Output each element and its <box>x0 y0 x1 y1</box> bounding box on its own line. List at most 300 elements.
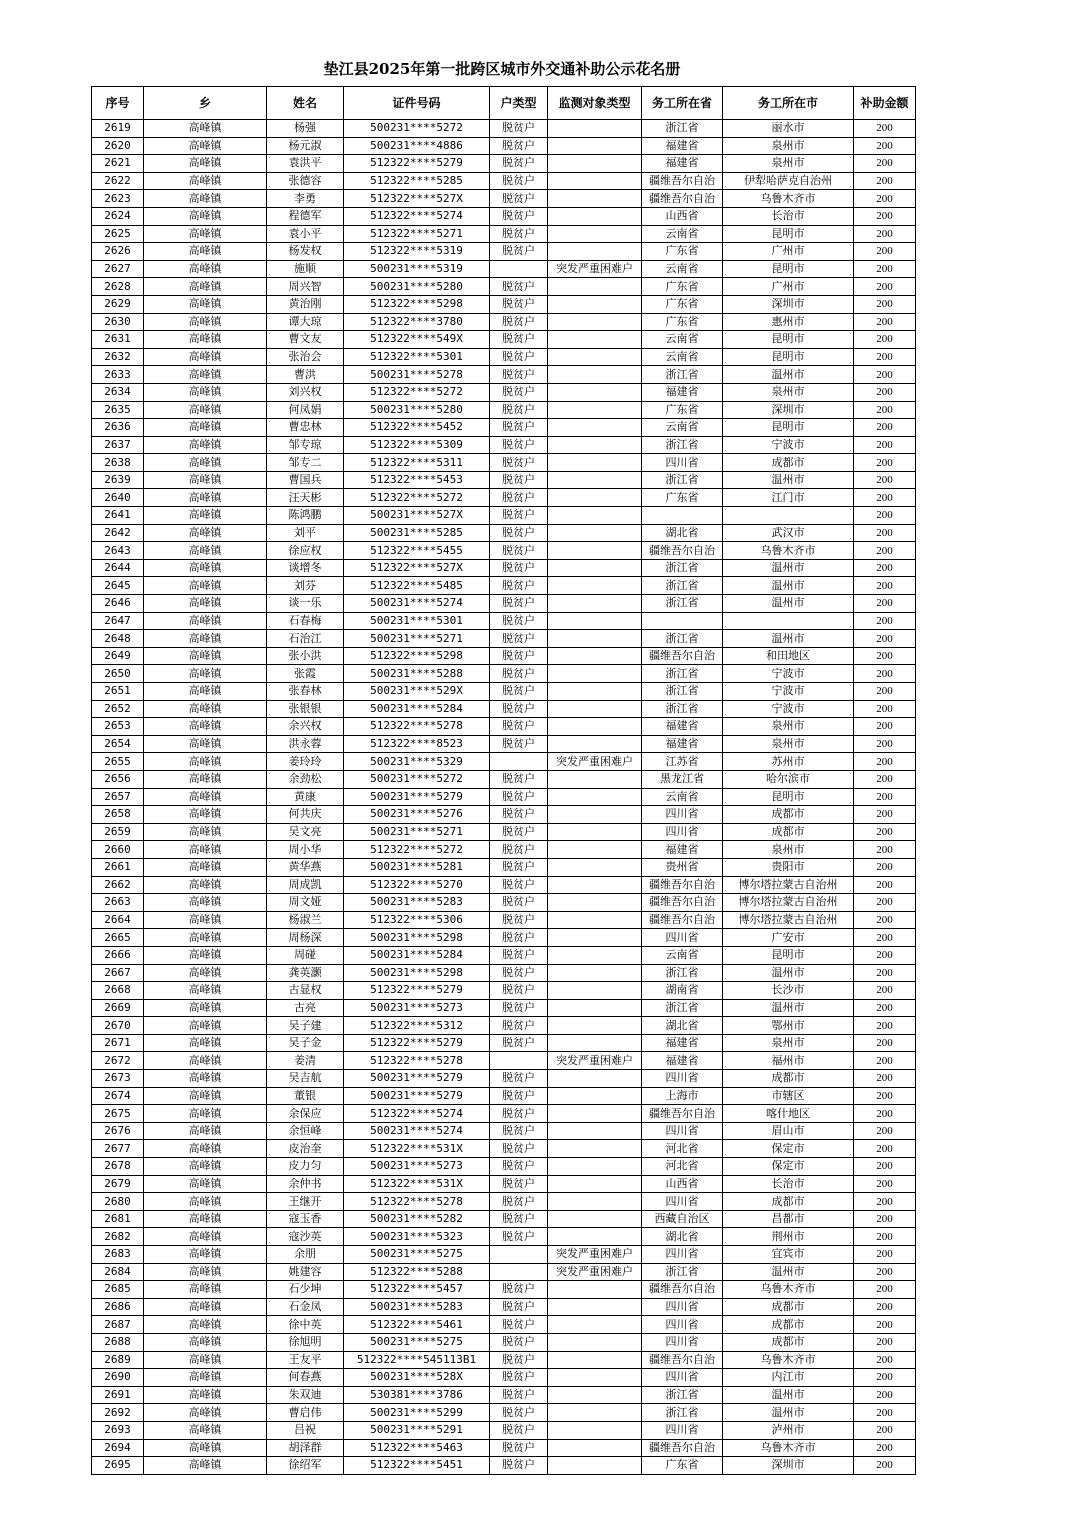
table-row <box>92 1439 916 1457</box>
cell-monitor <box>548 858 642 876</box>
cell-monitor <box>548 454 642 472</box>
cell-id: 500231****5272 <box>344 120 490 138</box>
cell-province: 浙江省 <box>642 471 723 489</box>
cell-province: 四川省 <box>642 806 723 824</box>
cell-type: 脱贫户 <box>490 507 548 525</box>
cell-monitor <box>548 225 642 243</box>
cell-type: 脱贫户 <box>490 1228 548 1246</box>
cell-amount: 200 <box>854 683 916 701</box>
cell-amount: 200 <box>854 542 916 560</box>
cell-type <box>490 753 548 771</box>
cell-name: 何共庆 <box>267 806 344 824</box>
cell-id: 500231****5291 <box>344 1421 490 1439</box>
cell-amount: 200 <box>854 647 916 665</box>
table-row <box>92 507 916 525</box>
cell-no: 2634 <box>92 383 144 401</box>
cell-id: 500231****5301 <box>344 612 490 630</box>
cell-monitor <box>548 1316 642 1334</box>
cell-town: 高峰镇 <box>144 454 267 472</box>
cell-amount: 200 <box>854 1404 916 1422</box>
cell-no: 2665 <box>92 929 144 947</box>
cell-amount: 200 <box>854 1034 916 1052</box>
cell-type: 脱贫户 <box>490 524 548 542</box>
cell-type: 脱贫户 <box>490 1333 548 1351</box>
cell-no: 2660 <box>92 841 144 859</box>
table-row <box>92 753 916 771</box>
cell-name: 古显权 <box>267 982 344 1000</box>
cell-name: 石少坤 <box>267 1281 344 1299</box>
table-row <box>92 559 916 577</box>
cell-town: 高峰镇 <box>144 858 267 876</box>
cell-type: 脱贫户 <box>490 788 548 806</box>
cell-id: 500231****5278 <box>344 366 490 384</box>
table-row <box>92 331 916 349</box>
cell-name: 吴吉航 <box>267 1070 344 1088</box>
cell-monitor <box>548 1281 642 1299</box>
cell-town: 高峰镇 <box>144 612 267 630</box>
cell-province: 湖北省 <box>642 1228 723 1246</box>
cell-name: 杨强 <box>267 120 344 138</box>
cell-town: 高峰镇 <box>144 542 267 560</box>
cell-province: 浙江省 <box>642 700 723 718</box>
table-row <box>92 1351 916 1369</box>
cell-amount: 200 <box>854 383 916 401</box>
cell-no: 2674 <box>92 1087 144 1105</box>
cell-amount: 200 <box>854 1052 916 1070</box>
cell-province: 四川省 <box>642 1122 723 1140</box>
cell-monitor <box>548 1175 642 1193</box>
table-row <box>92 295 916 313</box>
cell-name: 张德容 <box>267 172 344 190</box>
cell-name: 刘平 <box>267 524 344 542</box>
cell-name: 刘兴权 <box>267 383 344 401</box>
cell-city: 眉山市 <box>723 1122 854 1140</box>
cell-amount: 200 <box>854 260 916 278</box>
cell-town: 高峰镇 <box>144 647 267 665</box>
cell-name: 谈一乐 <box>267 595 344 613</box>
cell-no: 2656 <box>92 770 144 788</box>
table-row <box>92 823 916 841</box>
cell-type: 脱贫户 <box>490 929 548 947</box>
cell-town: 高峰镇 <box>144 753 267 771</box>
table-row <box>92 1122 916 1140</box>
cell-amount: 200 <box>854 489 916 507</box>
cell-id: 500231****5299 <box>344 1404 490 1422</box>
cell-type: 脱贫户 <box>490 1351 548 1369</box>
cell-id: 512322****5455 <box>344 542 490 560</box>
cell-id: 512322****5461 <box>344 1316 490 1334</box>
table-row <box>92 1369 916 1387</box>
cell-no: 2692 <box>92 1404 144 1422</box>
header-monitor: 监测对象类型 <box>548 87 642 120</box>
cell-monitor <box>548 1351 642 1369</box>
cell-no: 2671 <box>92 1034 144 1052</box>
cell-amount: 200 <box>854 278 916 296</box>
cell-town: 高峰镇 <box>144 260 267 278</box>
cell-id: 500231****5284 <box>344 700 490 718</box>
cell-monitor <box>548 876 642 894</box>
cell-monitor <box>548 700 642 718</box>
cell-province: 湖北省 <box>642 524 723 542</box>
cell-name: 姜清 <box>267 1052 344 1070</box>
cell-monitor <box>548 1404 642 1422</box>
cell-amount: 200 <box>854 770 916 788</box>
cell-id: 500231****5273 <box>344 999 490 1017</box>
cell-id: 512322****5319 <box>344 243 490 261</box>
cell-province: 福建省 <box>642 137 723 155</box>
cell-id: 500231****5319 <box>344 260 490 278</box>
cell-name: 姚建容 <box>267 1263 344 1281</box>
cell-type: 脱贫户 <box>490 964 548 982</box>
cell-monitor <box>548 489 642 507</box>
cell-no: 2642 <box>92 524 144 542</box>
cell-name: 曹文友 <box>267 331 344 349</box>
cell-town: 高峰镇 <box>144 1210 267 1228</box>
cell-name: 李勇 <box>267 190 344 208</box>
cell-city: 温州市 <box>723 1263 854 1281</box>
cell-city: 博尔塔拉蒙古自治州 <box>723 894 854 912</box>
cell-no: 2662 <box>92 876 144 894</box>
cell-id: 512322****5301 <box>344 348 490 366</box>
cell-id: 512322****545113B1 <box>344 1351 490 1369</box>
table-row <box>92 858 916 876</box>
cell-city: 温州市 <box>723 595 854 613</box>
cell-monitor <box>548 718 642 736</box>
cell-id: 512322****5278 <box>344 1052 490 1070</box>
cell-monitor <box>548 929 642 947</box>
cell-id: 500231****5275 <box>344 1333 490 1351</box>
cell-type: 脱贫户 <box>490 331 548 349</box>
cell-city: 成都市 <box>723 806 854 824</box>
roster-table <box>91 86 916 1475</box>
cell-no: 2640 <box>92 489 144 507</box>
table-row <box>92 489 916 507</box>
cell-id: 500231****528X <box>344 1369 490 1387</box>
table-row <box>92 401 916 419</box>
cell-name: 袁小平 <box>267 225 344 243</box>
cell-monitor <box>548 1105 642 1123</box>
cell-province: 云南省 <box>642 348 723 366</box>
cell-monitor <box>548 1087 642 1105</box>
cell-id: 512322****5271 <box>344 225 490 243</box>
cell-amount: 200 <box>854 524 916 542</box>
cell-monitor <box>548 823 642 841</box>
cell-town: 高峰镇 <box>144 137 267 155</box>
cell-no: 2669 <box>92 999 144 1017</box>
cell-name: 徐应权 <box>267 542 344 560</box>
cell-monitor: 突发严重困难户 <box>548 1052 642 1070</box>
cell-town: 高峰镇 <box>144 190 267 208</box>
table-row <box>92 1263 916 1281</box>
cell-amount: 200 <box>854 630 916 648</box>
cell-name: 皮力匀 <box>267 1158 344 1176</box>
cell-amount: 200 <box>854 1210 916 1228</box>
cell-monitor: 突发严重困难户 <box>548 753 642 771</box>
cell-id: 512322****5274 <box>344 207 490 225</box>
cell-type: 脱贫户 <box>490 1193 548 1211</box>
cell-type: 脱贫户 <box>490 454 548 472</box>
cell-id: 500231****5271 <box>344 630 490 648</box>
cell-no: 2629 <box>92 295 144 313</box>
cell-town: 高峰镇 <box>144 577 267 595</box>
page-title: 垫江县2025年第一批跨区城市外交通补助公示花名册 <box>323 60 681 78</box>
cell-name: 余仲书 <box>267 1175 344 1193</box>
cell-no: 2695 <box>92 1457 144 1475</box>
cell-type: 脱贫户 <box>490 419 548 437</box>
cell-province: 四川省 <box>642 454 723 472</box>
cell-id: 500231****5323 <box>344 1228 490 1246</box>
cell-name: 周成凯 <box>267 876 344 894</box>
cell-town: 高峰镇 <box>144 630 267 648</box>
table-row <box>92 1421 916 1439</box>
cell-province: 云南省 <box>642 331 723 349</box>
cell-amount: 200 <box>854 999 916 1017</box>
cell-province: 浙江省 <box>642 665 723 683</box>
cell-type: 脱贫户 <box>490 982 548 1000</box>
cell-id: 500231****5275 <box>344 1246 490 1264</box>
cell-name: 何春燕 <box>267 1369 344 1387</box>
cell-amount: 200 <box>854 1298 916 1316</box>
cell-type: 脱贫户 <box>490 436 548 454</box>
cell-monitor <box>548 647 642 665</box>
cell-no: 2684 <box>92 1263 144 1281</box>
cell-id: 500231****5285 <box>344 524 490 542</box>
cell-no: 2644 <box>92 559 144 577</box>
cell-id: 530381****3786 <box>344 1386 490 1404</box>
cell-town: 高峰镇 <box>144 700 267 718</box>
cell-id: 512322****5306 <box>344 911 490 929</box>
cell-monitor <box>548 419 642 437</box>
cell-city: 温州市 <box>723 999 854 1017</box>
cell-no: 2622 <box>92 172 144 190</box>
cell-city: 成都市 <box>723 1070 854 1088</box>
table-row <box>92 1281 916 1299</box>
cell-name: 杨淑兰 <box>267 911 344 929</box>
cell-id: 500231****5281 <box>344 858 490 876</box>
cell-province: 四川省 <box>642 1421 723 1439</box>
cell-monitor <box>548 1228 642 1246</box>
cell-id: 500231****5280 <box>344 278 490 296</box>
cell-town: 高峰镇 <box>144 1439 267 1457</box>
cell-monitor: 突发严重困难户 <box>548 1263 642 1281</box>
cell-type: 脱贫户 <box>490 577 548 595</box>
cell-amount: 200 <box>854 1421 916 1439</box>
cell-province <box>642 507 723 525</box>
cell-name: 周小华 <box>267 841 344 859</box>
cell-town: 高峰镇 <box>144 1369 267 1387</box>
cell-city: 温州市 <box>723 366 854 384</box>
table-row <box>92 225 916 243</box>
cell-monitor <box>548 542 642 560</box>
cell-province: 福建省 <box>642 1034 723 1052</box>
cell-id: 512322****5278 <box>344 1193 490 1211</box>
cell-amount: 200 <box>854 207 916 225</box>
cell-province: 四川省 <box>642 1193 723 1211</box>
cell-amount: 200 <box>854 1386 916 1404</box>
cell-monitor <box>548 964 642 982</box>
cell-type: 脱贫户 <box>490 823 548 841</box>
cell-province: 四川省 <box>642 1070 723 1088</box>
cell-id: 500231****5284 <box>344 946 490 964</box>
cell-amount: 200 <box>854 982 916 1000</box>
cell-amount: 200 <box>854 1246 916 1264</box>
cell-city: 喀什地区 <box>723 1105 854 1123</box>
cell-monitor <box>548 366 642 384</box>
cell-city: 宁波市 <box>723 700 854 718</box>
cell-name: 曹洪 <box>267 366 344 384</box>
cell-id: 512322****5274 <box>344 1105 490 1123</box>
cell-town: 高峰镇 <box>144 366 267 384</box>
cell-name: 张治会 <box>267 348 344 366</box>
table-row <box>92 471 916 489</box>
table-row <box>92 1457 916 1475</box>
cell-name: 徐旭明 <box>267 1333 344 1351</box>
cell-monitor <box>548 190 642 208</box>
cell-type: 脱贫户 <box>490 700 548 718</box>
cell-id: 512322****531X <box>344 1175 490 1193</box>
cell-id: 500231****5273 <box>344 1158 490 1176</box>
cell-town: 高峰镇 <box>144 1070 267 1088</box>
cell-province: 疆维吾尔自治 <box>642 190 723 208</box>
table-row <box>92 665 916 683</box>
cell-name: 吕祝 <box>267 1421 344 1439</box>
cell-city: 惠州市 <box>723 313 854 331</box>
cell-type: 脱贫户 <box>490 190 548 208</box>
cell-amount: 200 <box>854 559 916 577</box>
cell-no: 2645 <box>92 577 144 595</box>
cell-city: 泉州市 <box>723 137 854 155</box>
cell-amount: 200 <box>854 1122 916 1140</box>
cell-town: 高峰镇 <box>144 1175 267 1193</box>
cell-province: 浙江省 <box>642 630 723 648</box>
cell-province: 福建省 <box>642 735 723 753</box>
cell-id: 500231****5329 <box>344 753 490 771</box>
cell-name: 洪永蓉 <box>267 735 344 753</box>
table-row <box>92 735 916 753</box>
cell-town: 高峰镇 <box>144 823 267 841</box>
cell-city: 昆明市 <box>723 225 854 243</box>
cell-city: 江门市 <box>723 489 854 507</box>
cell-id: 500231****5274 <box>344 1122 490 1140</box>
cell-name: 吴文亮 <box>267 823 344 841</box>
cell-no: 2657 <box>92 788 144 806</box>
cell-no: 2643 <box>92 542 144 560</box>
cell-id: 500231****5274 <box>344 595 490 613</box>
cell-city: 贵阳市 <box>723 858 854 876</box>
cell-id: 500231****5271 <box>344 823 490 841</box>
table-row <box>92 260 916 278</box>
cell-province: 浙江省 <box>642 1386 723 1404</box>
cell-province: 福建省 <box>642 383 723 401</box>
cell-name: 石春梅 <box>267 612 344 630</box>
table-row <box>92 436 916 454</box>
cell-town: 高峰镇 <box>144 946 267 964</box>
cell-type: 脱贫户 <box>490 1404 548 1422</box>
cell-province: 广东省 <box>642 401 723 419</box>
cell-province: 广东省 <box>642 313 723 331</box>
cell-province: 疆维吾尔自治 <box>642 911 723 929</box>
cell-province: 四川省 <box>642 823 723 841</box>
cell-name: 石治江 <box>267 630 344 648</box>
cell-city: 福州市 <box>723 1052 854 1070</box>
cell-type: 脱贫户 <box>490 1070 548 1088</box>
cell-id: 512322****527X <box>344 190 490 208</box>
cell-no: 2683 <box>92 1246 144 1264</box>
cell-town: 高峰镇 <box>144 1281 267 1299</box>
cell-monitor: 突发严重困难户 <box>548 1246 642 1264</box>
cell-town: 高峰镇 <box>144 1140 267 1158</box>
cell-town: 高峰镇 <box>144 683 267 701</box>
cell-type: 脱贫户 <box>490 1281 548 1299</box>
cell-amount: 200 <box>854 454 916 472</box>
cell-type: 脱贫户 <box>490 401 548 419</box>
cell-province: 浙江省 <box>642 120 723 138</box>
cell-town: 高峰镇 <box>144 295 267 313</box>
cell-town: 高峰镇 <box>144 383 267 401</box>
cell-province: 云南省 <box>642 225 723 243</box>
cell-city: 鄂州市 <box>723 1017 854 1035</box>
cell-no: 2658 <box>92 806 144 824</box>
cell-name: 王继开 <box>267 1193 344 1211</box>
table-row <box>92 155 916 173</box>
cell-no: 2688 <box>92 1333 144 1351</box>
cell-name: 周杨深 <box>267 929 344 947</box>
cell-type: 脱贫户 <box>490 806 548 824</box>
cell-town: 高峰镇 <box>144 172 267 190</box>
cell-amount: 200 <box>854 1193 916 1211</box>
cell-city: 乌鲁木齐市 <box>723 1351 854 1369</box>
cell-city: 苏州市 <box>723 753 854 771</box>
table-row <box>92 1017 916 1035</box>
cell-type: 脱贫户 <box>490 348 548 366</box>
cell-id: 512322****5463 <box>344 1439 490 1457</box>
cell-province: 贵州省 <box>642 858 723 876</box>
cell-city: 泉州市 <box>723 735 854 753</box>
cell-town: 高峰镇 <box>144 436 267 454</box>
cell-amount: 200 <box>854 858 916 876</box>
cell-id: 500231****4886 <box>344 137 490 155</box>
cell-type: 脱贫户 <box>490 876 548 894</box>
cell-no: 2620 <box>92 137 144 155</box>
table-row <box>92 1140 916 1158</box>
cell-amount: 200 <box>854 1457 916 1475</box>
cell-amount: 200 <box>854 612 916 630</box>
cell-name: 张银银 <box>267 700 344 718</box>
cell-no: 2687 <box>92 1316 144 1334</box>
cell-no: 2677 <box>92 1140 144 1158</box>
table-row <box>92 348 916 366</box>
table-row <box>92 946 916 964</box>
cell-town: 高峰镇 <box>144 1052 267 1070</box>
cell-no: 2679 <box>92 1175 144 1193</box>
cell-type: 脱贫户 <box>490 243 548 261</box>
cell-type: 脱贫户 <box>490 770 548 788</box>
cell-monitor <box>548 507 642 525</box>
cell-type: 脱贫户 <box>490 542 548 560</box>
cell-monitor <box>548 155 642 173</box>
table-row <box>92 1210 916 1228</box>
table-row <box>92 1105 916 1123</box>
cell-amount: 200 <box>854 823 916 841</box>
cell-id: 512322****5278 <box>344 718 490 736</box>
cell-monitor <box>548 172 642 190</box>
cell-no: 2628 <box>92 278 144 296</box>
cell-type: 脱贫户 <box>490 172 548 190</box>
cell-city: 博尔塔拉蒙古自治州 <box>723 911 854 929</box>
cell-city <box>723 612 854 630</box>
cell-town: 高峰镇 <box>144 243 267 261</box>
cell-type: 脱贫户 <box>490 1421 548 1439</box>
